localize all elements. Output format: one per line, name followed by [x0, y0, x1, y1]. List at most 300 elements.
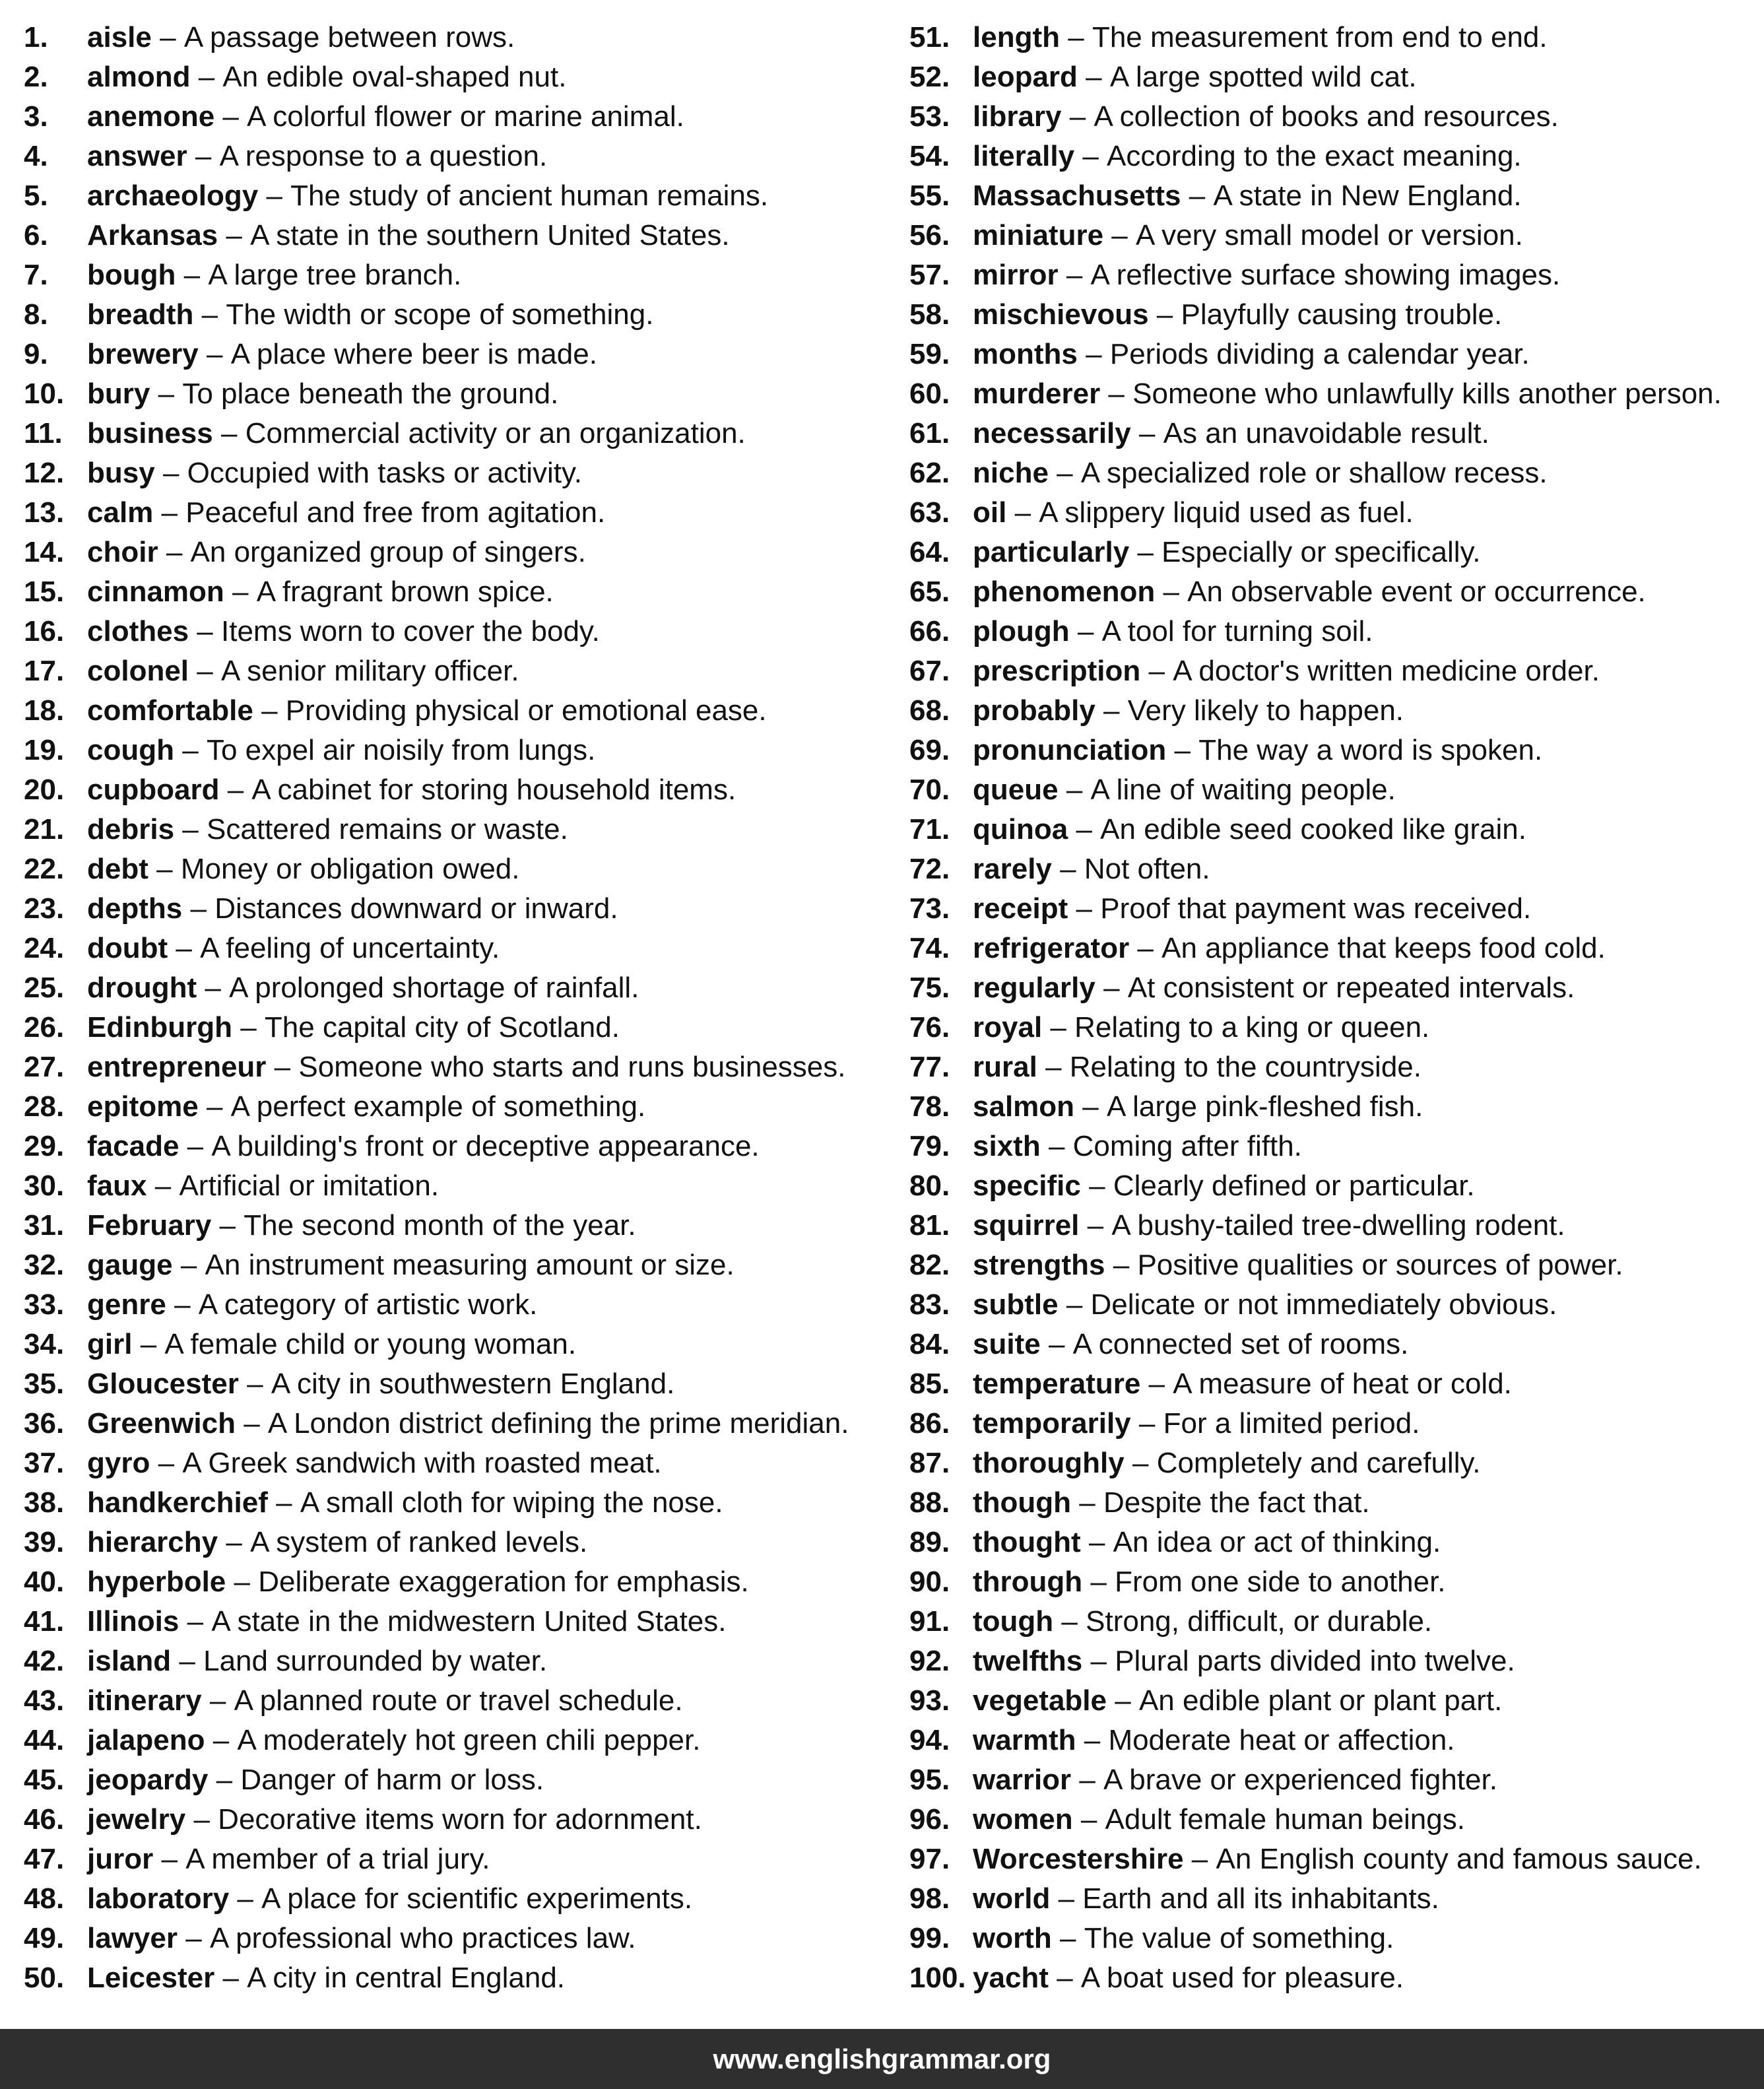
item-separator: – [1050, 1011, 1066, 1044]
list-item [24, 1166, 882, 1206]
item-number: 2. [24, 61, 48, 93]
item-text [973, 453, 1548, 493]
item-number: 7. [24, 259, 48, 291]
item-separator-wrap [1131, 417, 1163, 449]
list-item [909, 1919, 1761, 1958]
list-item [909, 770, 1761, 810]
item-text [87, 453, 582, 493]
item-number: 85. [909, 1368, 950, 1400]
item-separator-wrap [208, 1764, 240, 1796]
item-definition: Peaceful and free from agitation. [185, 496, 606, 529]
item-text [973, 1285, 1557, 1325]
item-word: literally [973, 140, 1075, 172]
item-number: 44. [24, 1724, 65, 1756]
item-separator-wrap [1050, 1882, 1082, 1915]
item-number: 47. [24, 1843, 65, 1875]
item-word: busy [87, 457, 155, 489]
item-definition: Positive qualities or sources of power. [1137, 1249, 1623, 1281]
list-item [24, 493, 882, 533]
item-number: 68. [909, 694, 950, 727]
item-number: 14. [24, 536, 65, 568]
item-text [973, 176, 1522, 216]
item-word: handkerchief [87, 1486, 268, 1519]
item-number: 51. [909, 21, 950, 53]
item-definition: As an unavoidable result. [1163, 417, 1489, 449]
item-word: thoroughly [973, 1447, 1125, 1479]
item-separator-wrap [1060, 21, 1092, 53]
item-separator-wrap [219, 774, 251, 806]
item-definition: A female child or young woman. [164, 1328, 577, 1360]
item-word: mirror [973, 259, 1059, 291]
list-item [24, 1127, 882, 1166]
item-number: 23. [24, 892, 65, 925]
list-item [909, 453, 1761, 493]
item-text [87, 295, 653, 335]
item-definition: Artificial or imitation. [179, 1170, 440, 1202]
item-text [973, 1166, 1475, 1206]
list-item [24, 1523, 882, 1562]
list-item [909, 1404, 1761, 1443]
item-text [973, 810, 1526, 849]
item-text [973, 295, 1502, 335]
item-word: faux [87, 1170, 147, 1202]
item-separator-wrap [1052, 853, 1084, 885]
item-definition: A reflective surface showing images. [1090, 259, 1561, 291]
item-definition: A Greek sandwich with roasted meat. [182, 1447, 662, 1479]
list-item [24, 1285, 882, 1325]
item-separator-wrap [1082, 1566, 1115, 1598]
item-text [973, 968, 1575, 1008]
item-separator: – [187, 1605, 204, 1638]
item-number: 59. [909, 338, 950, 370]
item-number: 80. [909, 1170, 950, 1202]
item-separator: – [154, 1170, 172, 1202]
item-definition: At consistent or repeated intervals. [1127, 972, 1575, 1004]
item-separator-wrap [1059, 774, 1091, 806]
item-separator-wrap [1105, 1249, 1137, 1281]
item-separator: – [1138, 1407, 1156, 1440]
item-text [87, 1166, 439, 1206]
item-definition: A fragrant brown spice. [256, 576, 554, 608]
item-text [973, 1047, 1421, 1087]
list-item [24, 176, 882, 216]
item-number: 67. [909, 655, 950, 687]
list-item [909, 374, 1761, 414]
item-number: 76. [909, 1011, 950, 1044]
list-item [24, 414, 882, 453]
item-separator: – [1090, 1645, 1107, 1677]
item-definition: An edible seed cooked like grain. [1100, 813, 1526, 846]
item-definition: An edible oval-shaped nut. [222, 61, 567, 93]
item-separator: – [1076, 892, 1093, 925]
item-word: Arkansas [87, 219, 218, 251]
item-text [87, 1206, 636, 1245]
list-item [24, 968, 882, 1008]
item-text [87, 1325, 576, 1364]
item-number: 92. [909, 1645, 950, 1677]
item-word: warrior [973, 1764, 1072, 1796]
item-separator-wrap [1059, 1288, 1091, 1321]
item-separator: – [274, 1051, 291, 1083]
item-definition: A place where beer is made. [230, 338, 597, 370]
item-text [87, 533, 586, 572]
list-item [909, 810, 1761, 849]
item-number: 75. [909, 972, 950, 1004]
item-separator: – [219, 1209, 236, 1242]
item-separator-wrap [224, 576, 257, 608]
item-word: bury [87, 378, 150, 410]
item-text [87, 1641, 547, 1681]
item-text [973, 1879, 1439, 1919]
item-separator: – [1068, 21, 1084, 53]
item-word: depths [87, 892, 183, 925]
list-item [24, 1800, 882, 1840]
item-definition: The second month of the year. [244, 1209, 636, 1242]
item-separator-wrap [214, 100, 247, 133]
item-definition: A place for scientific experiments. [261, 1882, 693, 1915]
item-definition: Items worn to cover the body. [221, 615, 600, 647]
list-item [909, 1958, 1761, 1998]
item-text [87, 968, 639, 1008]
item-definition: A planned route or travel schedule. [234, 1684, 683, 1717]
list-item [909, 1800, 1761, 1840]
item-separator-wrap [1079, 1209, 1111, 1242]
item-separator: – [207, 338, 223, 370]
item-word: specific [973, 1170, 1081, 1202]
item-number: 42. [24, 1645, 65, 1677]
item-separator-wrap [179, 1605, 211, 1638]
item-text [87, 1800, 702, 1840]
item-text [87, 414, 746, 453]
item-separator-wrap [1062, 100, 1094, 133]
item-text [973, 97, 1559, 137]
list-item [24, 335, 882, 374]
item-definition: A feeling of uncertainty. [200, 932, 500, 964]
item-separator: – [1086, 61, 1102, 93]
list-item [909, 1008, 1761, 1047]
item-separator: – [1061, 1605, 1078, 1638]
list-item [24, 1958, 882, 1998]
item-number: 94. [909, 1724, 950, 1756]
item-definition: A category of artistic work. [198, 1288, 538, 1321]
item-separator: – [1066, 259, 1083, 291]
item-definition: Not often. [1084, 853, 1210, 885]
item-number: 33. [24, 1288, 65, 1321]
item-text [87, 770, 736, 810]
list-item [909, 414, 1761, 453]
item-separator-wrap [1095, 972, 1128, 1004]
item-separator-wrap [187, 140, 220, 172]
item-word: Leicester [87, 1962, 215, 1994]
item-separator: – [247, 1368, 263, 1400]
item-separator-wrap [218, 219, 250, 251]
list-item [24, 533, 882, 572]
item-word: subtle [973, 1288, 1059, 1321]
list-item [24, 691, 882, 731]
item-number: 72. [909, 853, 950, 885]
item-number: 73. [909, 892, 950, 925]
item-number: 100. [909, 1962, 966, 1994]
item-number: 87. [909, 1447, 950, 1479]
item-separator-wrap [1074, 140, 1107, 172]
list-item [24, 612, 882, 651]
list-item [24, 1760, 882, 1800]
list-item [24, 1047, 882, 1087]
item-separator: – [1087, 1209, 1104, 1242]
list-item [24, 374, 882, 414]
item-separator: – [1014, 496, 1031, 529]
item-separator-wrap [1181, 180, 1213, 212]
item-separator: – [182, 813, 199, 846]
item-separator-wrap [232, 1011, 265, 1044]
item-number: 63. [909, 496, 950, 529]
item-number: 34. [24, 1328, 65, 1360]
item-number: 55. [909, 180, 950, 212]
item-separator-wrap [190, 61, 222, 93]
item-separator-wrap [1078, 338, 1110, 370]
item-separator-wrap [1129, 536, 1161, 568]
item-definition: An appliance that keeps food cold. [1161, 932, 1606, 964]
list-item [24, 216, 882, 255]
item-word: lawyer [87, 1922, 178, 1954]
item-definition: The study of ancient human remains. [290, 180, 769, 212]
list-item [909, 849, 1761, 889]
item-definition: A connected set of rooms. [1072, 1328, 1409, 1360]
item-separator-wrap [132, 1328, 164, 1360]
item-number: 4. [24, 140, 48, 172]
item-text [973, 651, 1600, 691]
item-word: cinnamon [87, 576, 224, 608]
item-word: twelfths [973, 1645, 1083, 1677]
list-item [909, 1641, 1761, 1681]
item-number: 27. [24, 1051, 65, 1083]
item-separator-wrap [1125, 1447, 1157, 1479]
item-definition: A tool for turning soil. [1101, 615, 1373, 647]
item-definition: A small cloth for wiping the nose. [300, 1486, 723, 1519]
item-number: 83. [909, 1288, 950, 1321]
list-item [24, 18, 882, 57]
list-item [24, 1602, 882, 1641]
item-separator-wrap [1052, 1922, 1084, 1954]
item-text [973, 1245, 1623, 1285]
list-item [24, 255, 882, 295]
item-separator-wrap [1095, 694, 1128, 727]
item-number: 8. [24, 298, 48, 331]
list-item [24, 1245, 882, 1285]
item-word: island [87, 1645, 172, 1677]
item-separator-wrap [229, 1882, 261, 1915]
list-item [24, 1721, 882, 1760]
item-separator-wrap [1071, 1764, 1103, 1796]
item-number: 20. [24, 774, 65, 806]
item-definition: A large tree branch. [208, 259, 462, 291]
item-number: 25. [24, 972, 65, 1004]
item-word: jewelry [87, 1803, 186, 1836]
item-text [973, 1760, 1497, 1800]
item-word: laboratory [87, 1882, 230, 1915]
item-text [87, 374, 558, 414]
item-separator-wrap [197, 972, 229, 1004]
item-number: 50. [24, 1962, 65, 1994]
item-number: 31. [24, 1209, 65, 1242]
item-separator: – [266, 180, 282, 212]
item-text [973, 1958, 1404, 1998]
item-definition: Scattered remains or waste. [207, 813, 568, 846]
item-separator: – [1113, 1249, 1130, 1281]
item-separator-wrap [166, 1288, 199, 1321]
item-word: tough [973, 1605, 1054, 1638]
item-word: phenomenon [973, 576, 1156, 608]
item-separator: – [1111, 219, 1128, 251]
item-text [973, 1919, 1394, 1958]
item-separator: – [160, 21, 176, 53]
item-separator: – [1138, 417, 1156, 449]
item-separator: – [1148, 655, 1165, 687]
item-separator-wrap [1129, 932, 1161, 964]
item-word: strengths [973, 1249, 1105, 1281]
item-separator-wrap [152, 21, 184, 53]
item-number: 17. [24, 655, 65, 687]
item-word: necessarily [973, 417, 1131, 449]
item-word: Worcestershire [973, 1843, 1184, 1875]
item-separator: – [158, 1447, 175, 1479]
item-word: regularly [973, 972, 1095, 1004]
item-text [87, 216, 730, 255]
item-text [973, 1443, 1480, 1483]
item-number: 81. [909, 1209, 950, 1242]
item-definition: A perfect example of something. [230, 1090, 646, 1123]
item-separator: – [1069, 100, 1086, 133]
item-separator-wrap [155, 457, 187, 489]
list-item [24, 1008, 882, 1047]
item-number: 74. [909, 932, 950, 964]
item-word: through [973, 1566, 1083, 1598]
item-number: 15. [24, 576, 65, 608]
item-text [87, 1602, 727, 1641]
item-text [87, 1364, 674, 1404]
item-word: probably [973, 694, 1095, 727]
item-word: receipt [973, 892, 1068, 925]
item-definition: A moderately hot green chili pepper. [237, 1724, 701, 1756]
item-separator-wrap [1073, 1803, 1105, 1836]
item-number: 28. [24, 1090, 65, 1123]
item-number: 96. [909, 1803, 950, 1836]
item-definition: A passage between rows. [183, 21, 515, 53]
item-text [973, 57, 1417, 97]
item-separator-wrap [173, 1249, 205, 1281]
item-separator: – [185, 1922, 202, 1954]
item-number: 57. [909, 259, 950, 291]
list-item [909, 731, 1761, 770]
item-definition: Earth and all its inhabitants. [1082, 1882, 1439, 1915]
item-number: 43. [24, 1684, 65, 1717]
list-item [909, 1245, 1761, 1285]
item-definition: According to the exact meaning. [1107, 140, 1522, 172]
item-number: 54. [909, 140, 950, 172]
item-number: 41. [24, 1605, 65, 1638]
footer-bar [0, 2029, 1764, 2089]
item-number: 49. [24, 1922, 65, 1954]
item-word: itinerary [87, 1684, 202, 1717]
item-number: 86. [909, 1407, 950, 1440]
item-text [87, 1285, 537, 1325]
item-separator-wrap [193, 298, 226, 331]
list-item [909, 533, 1761, 572]
item-separator-wrap [1053, 1605, 1086, 1638]
item-text [87, 176, 768, 216]
item-definition: A city in southwestern England. [271, 1368, 675, 1400]
item-number: 77. [909, 1051, 950, 1083]
list-item [24, 731, 882, 770]
item-definition: A slippery liquid used as fuel. [1039, 496, 1414, 529]
item-separator-wrap [178, 1922, 210, 1954]
item-word: salmon [973, 1090, 1075, 1123]
list-item [909, 255, 1761, 295]
item-number: 99. [909, 1922, 950, 1954]
item-text [973, 216, 1523, 255]
item-separator: – [1045, 1051, 1062, 1083]
item-text [973, 1840, 1702, 1879]
item-text [973, 1641, 1515, 1681]
list-item [909, 1127, 1761, 1166]
item-text [973, 1681, 1502, 1721]
item-separator: – [220, 417, 238, 449]
item-separator-wrap [158, 536, 191, 568]
list-item [909, 1364, 1761, 1404]
item-separator: – [162, 457, 180, 489]
item-text [87, 1443, 662, 1483]
item-word: refrigerator [973, 932, 1130, 964]
word-list-column-right [909, 18, 1761, 1998]
item-separator-wrap [174, 734, 207, 766]
item-text [87, 1760, 544, 1800]
item-text [87, 335, 597, 374]
item-word: rarely [973, 853, 1052, 885]
item-number: 39. [24, 1526, 65, 1558]
item-word: thought [973, 1526, 1081, 1558]
item-separator: – [1086, 338, 1102, 370]
item-definition: The value of something. [1084, 1922, 1394, 1954]
item-number: 21. [24, 813, 65, 846]
item-text [973, 691, 1404, 731]
item-separator-wrap [1184, 1843, 1216, 1875]
word-list-column-left [24, 18, 882, 1998]
list-item [24, 651, 882, 691]
item-text [973, 18, 1548, 57]
item-separator: – [201, 298, 218, 331]
item-word: murderer [973, 378, 1101, 410]
item-number: 36. [24, 1407, 65, 1440]
item-separator-wrap [1149, 298, 1181, 331]
item-number: 78. [909, 1090, 950, 1123]
item-text [87, 137, 547, 176]
item-word: warmth [973, 1724, 1076, 1756]
item-separator: – [1066, 1288, 1083, 1321]
list-item [24, 849, 882, 889]
item-number: 38. [24, 1486, 65, 1519]
item-word: gauge [87, 1249, 173, 1281]
item-separator-wrap [253, 694, 286, 727]
item-separator-wrap [1082, 1645, 1115, 1677]
item-word: queue [973, 774, 1059, 806]
item-text [973, 889, 1531, 929]
item-text [87, 612, 600, 651]
list-item [909, 57, 1761, 97]
list-item [909, 1840, 1761, 1879]
item-separator: – [216, 1764, 233, 1796]
item-definition: A building's front or deceptive appearance. [211, 1130, 760, 1162]
list-item [909, 1602, 1761, 1641]
